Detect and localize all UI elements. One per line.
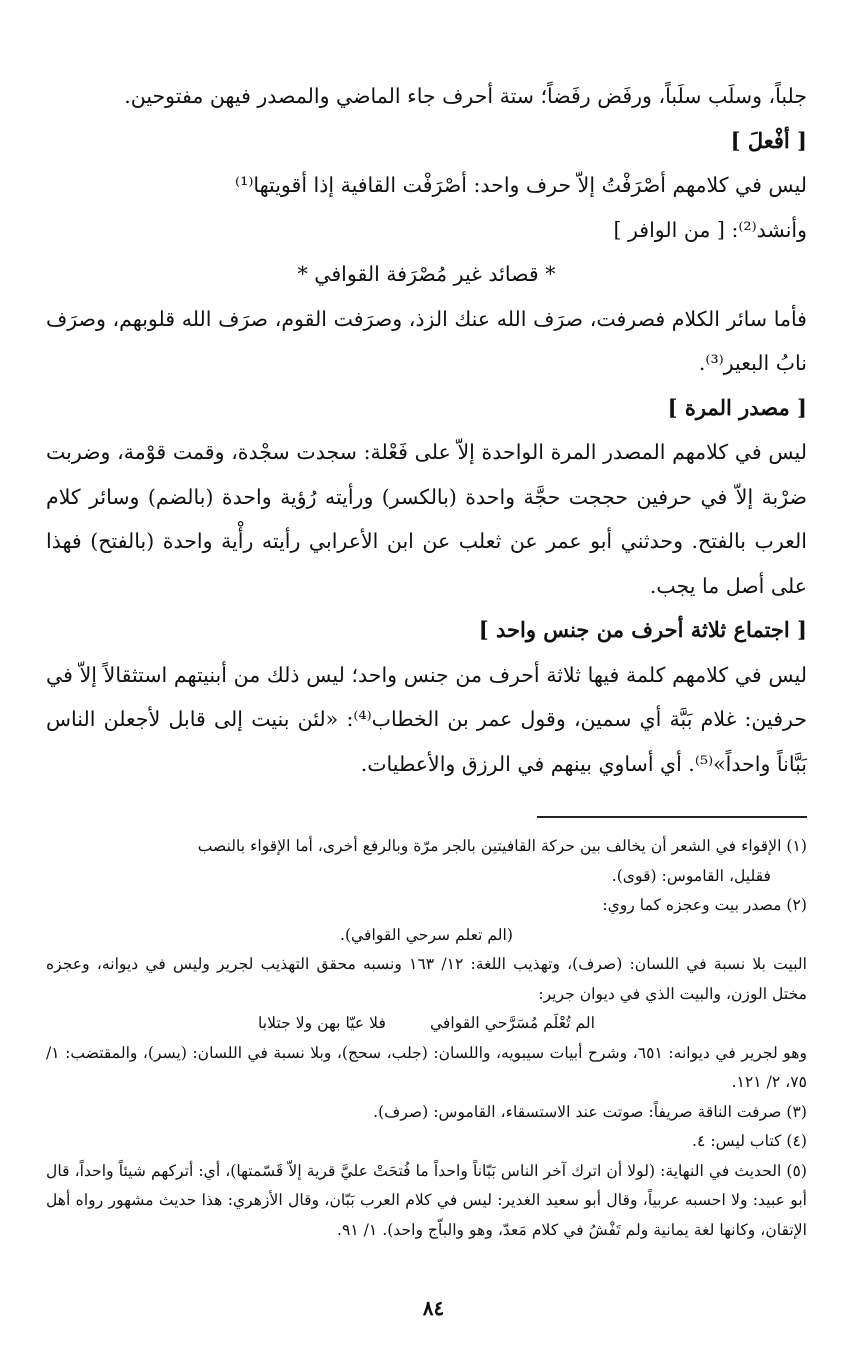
poem-first-hemistich: الم تُعْلَم مُسَرَّحي القوافي [429, 1014, 595, 1032]
paragraph-afal-1: ليس في كلامهم أصْرَفْتُ إلاّ حرف واحد: أصْرَفْت القافية إذا أقويتها⁽¹⁾ [235, 173, 807, 197]
footnote-2-text: البيت بلا نسبة في اللسان: (صرف)، وتهذيب اللغة: ١٢/ ١٦٣ ونسبه محقق التهذيب لجرير وليس في ديوانه، وعجزه مختل الوزن، والبيت الذي في ديوان جرير: [46, 955, 807, 1003]
paragraph-ijtima: ليس في كلامهم كلمة فيها ثلاثة أحرف من جنس واحد؛ ليس ذلك من أبنيتهم استثقالاً إلاّ في حرفين: غلام بَبَّة أي سمين، وقول عمر بن الخطاب⁽⁴⁾: «لئن بنيت إلى قابل لأجعلن الناس بَبَّاناً واحداً»⁽⁵⁾. أي أساوي بينهم في الرزق والأعطيات. [46, 662, 807, 776]
footnote-2-tail: وهو لجرير في ديوانه: ٦٥١، وشرح أبيات سيبويه، واللسان: (جلب، سحج)، وبلا نسبة في اللسان: (يسر)، والمقتضب: ١/ ٧٥، ٢/ ١٢١. [46, 1043, 807, 1091]
main-text [46, 74, 807, 786]
footnote-1: (١) الإقواء في الشعر أن يخالف بين حركة القافيتين بالجر مرّة وبالرفع أخرى، أما الإقواء بالنصب [197, 837, 807, 855]
footnote-5: (٥) الحديث في النهاية: (لولا أن اترك آخر الناس بَبّاناً واحداً ما فُتحَتْ عليَّ قرية إلاّ قَسّمتها)، أي: أتركهم شيئاً واحداً، قال أبو عبيد: ولا احسبه عربياً، وقال أبو سعيد الغدير: ليس في كلام العرب بَبّان، وقال الأزهري: هذا حديث مشهور رواه أهل الإتقان، وكانها لغة يمانية ولم تَفْشُ في كلام مَعدّ، وهو والباّج واحد). ١/ ٩١. [46, 1161, 807, 1239]
footnote-1-continuation: فقليل، القاموس: (قوى). [611, 866, 771, 885]
heading-ijtima: [ اجتماع ثلاثة أحرف من جنس واحد ] [478, 617, 807, 642]
page-number: ٨٤ [422, 1296, 445, 1320]
paragraph-marra: ليس في كلامهم المصدر المرة الواحدة إلاّ على فَعْلة: سجدت سجْدة، وقمت قوْمة، وضربت ضرْبة إلاّ في حرفين حججت حجَّة واحدة (بالكسر) ورأيته رُؤية واحدة (بالضم) وسائر كلام العرب بالفتح. وحدثني أبو عمر عن ثعلب عن ابن الأعرابي رأيته رأْية واحدة (بالفتح) فهذا على أصل ما يجب. [46, 440, 807, 598]
footnote-2-quote: (الم تعلم سرحي القوافي). [340, 925, 513, 944]
footnote-4: (٤) كتاب ليس: ٤. [692, 1132, 807, 1150]
footnote-divider [537, 816, 807, 818]
footnote-2: (٢) مصدر بيت وعجزه كما روي: [602, 896, 807, 914]
paragraph-sarf: فأما سائر الكلام فصرفت، صرَف الله عنك الزذ، وصرَفت القوم، صرَف الله قلوبهم، وصرَف نابُ البعير⁽³⁾. [46, 306, 807, 375]
verse-line: * قصائد غير مُصْرَفة القوافي * [297, 262, 556, 286]
footnote-3: (٣) صرفت الناقة صريفاً: صوتت عند الاستسقاء، القاموس: (صرف). [373, 1102, 807, 1121]
poem-second-hemistich: فلا عيّا بهن ولا جتلابا [258, 1014, 386, 1032]
heading-afal: [ أفْعلَ ] [730, 127, 807, 153]
footnote-2-poem [46, 1009, 807, 1039]
paragraph-afal-2: وأنشد⁽²⁾: [ من الوافر ] [613, 217, 807, 242]
footnotes [46, 832, 807, 1245]
book-page [46, 74, 807, 1245]
continuation-line: جلباً، وسلَب سلَباً، ورفَض رفَضاً؛ ستة أحرف جاء الماضي والمصدر فيهن مفتوحين. [124, 84, 807, 108]
heading-marra: [ مصدر المرة ] [667, 394, 807, 420]
